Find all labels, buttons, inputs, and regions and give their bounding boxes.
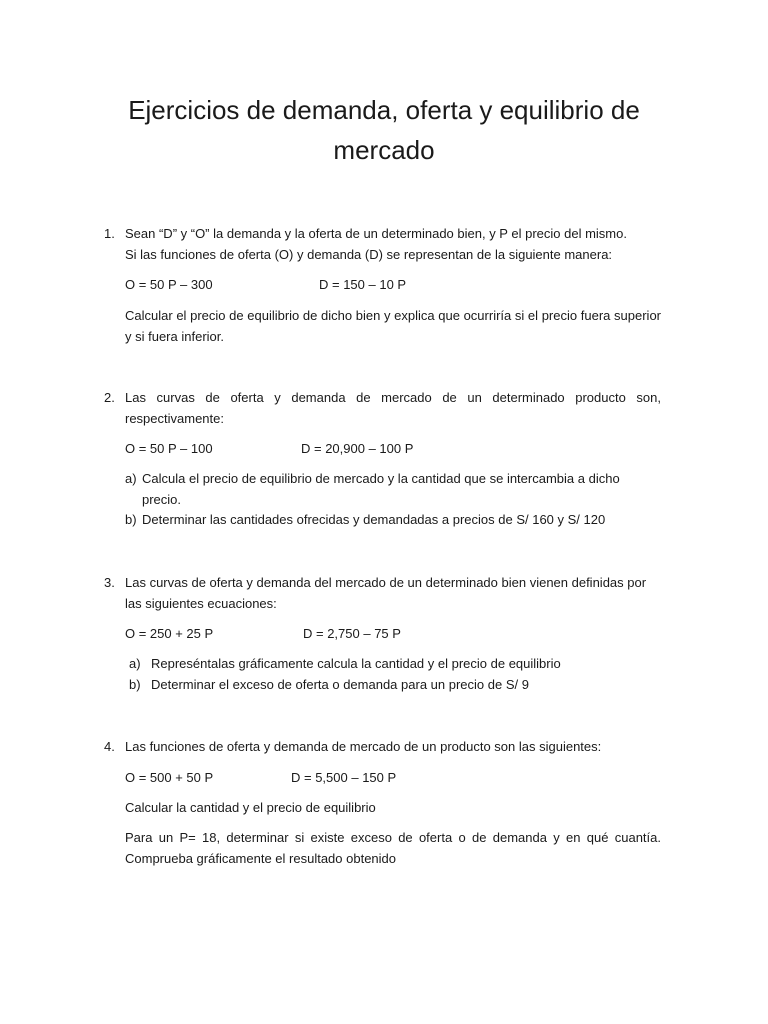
supply-equation: O = 50 P – 300 [125,277,213,292]
exercise-question-1: Calcular la cantidad y el precio de equilibrio [125,799,376,815]
exercise-statement [125,224,661,265]
sub-item-a [125,469,661,510]
exercise-number: 3. [104,575,115,590]
sub-item-label: b) [125,512,137,527]
demand-equation: D = 150 – 10 P [319,277,407,292]
exercise-1 [105,224,661,347]
exercise-number: 4. [104,739,115,754]
demand-equation: D = 5,500 – 150 P [291,769,397,785]
exercise-question-2: Para un P= 18, determinar si existe exceso de oferta o de demanda y en qué cuantía. Comprueba gráficamente el resultado obtenido [125,830,661,866]
demand-equation: D = 2,750 – 75 P [303,626,401,641]
formula-row [125,768,661,788]
supply-equation: O = 50 P – 100 [125,441,213,456]
title-line-1: Ejercicios de demanda, oferta y equilibrio de [128,95,640,125]
sub-item-b [125,510,661,531]
title-line-2: mercado [333,135,435,165]
formula-row [125,439,661,459]
supply-equation: O = 250 + 25 P [125,626,214,641]
exercise-statement: Las curvas de oferta y demanda de mercado de un determinado producto son, respectivamente: [125,390,661,426]
sub-item-label: a) [125,471,137,486]
exercise-statement: Las funciones de oferta y demanda de mercado de un producto son las siguientes: [125,739,602,754]
exercise-2 [105,388,661,531]
exercise-question: Calcular el precio de equilibrio de dicho bien y explica que ocurriría si el precio fuera superior y si fuera inferior. [125,308,661,344]
exercise-number: 2. [104,390,115,405]
exercise-statement: Las curvas de oferta y demanda del mercado de un determinado bien vienen definidas por las siguientes ecuaciones: [125,575,647,611]
sub-item-text-line-1: Calcula el precio de equilibrio de mercado y la cantidad que se intercambia a dicho [142,471,620,486]
exercise-4 [105,737,661,869]
sub-item-text: Determinar el exceso de oferta o demanda para un precio de S/ 9 [151,676,529,692]
statement-line-2: Si las funciones de oferta (O) y demanda (D) se representan de la siguiente manera: [125,246,613,262]
formula-row [125,275,661,295]
sub-item-text: Represéntalas gráficamente calcula la cantidad y el precio de equilibrio [151,656,561,671]
page-title [60,90,708,170]
sub-item-label: a) [129,656,141,671]
formula-row [125,624,661,644]
exercise-number: 1. [104,226,115,241]
sub-item-b [125,675,661,696]
sub-item-text-line-2: precio. [142,491,182,507]
exercise-3 [105,573,661,695]
supply-equation: O = 500 + 50 P [125,769,214,785]
sub-item-label: b) [129,676,141,692]
sub-item-text: Determinar las cantidades ofrecidas y demandadas a precios de S/ 160 y S/ 120 [142,512,606,527]
demand-equation: D = 20,900 – 100 P [301,441,414,456]
statement-line-1: Sean “D” y “O” la demanda y la oferta de un determinado bien, y P el precio del mismo. [125,226,627,241]
sub-item-a [125,654,661,675]
